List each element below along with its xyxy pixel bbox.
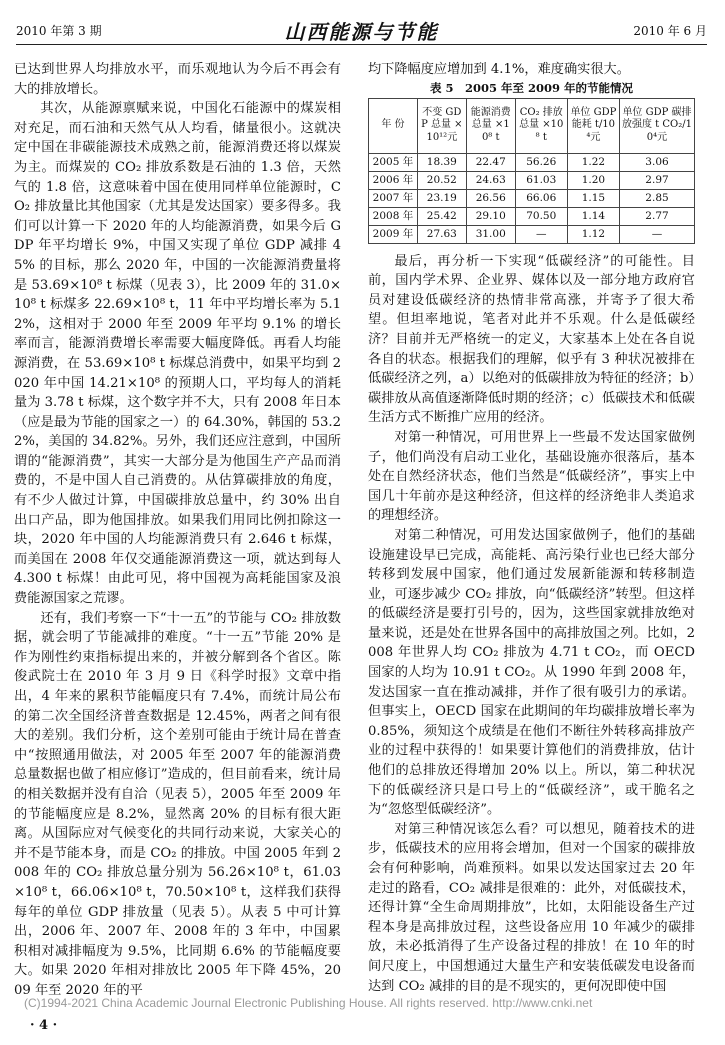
table-cell: 2.77 bbox=[619, 207, 694, 225]
paragraph: 对第一种情况，可用世界上一些最不发达国家做例子，他们尚没有启动工业化，基础设施亦很落后，基本处在自然经济状态，他们当然是“低碳经济”，事实上中国几十年前亦是这种经济，但这样的经济绝非人类追求的理想经济。 bbox=[368, 429, 695, 524]
table-cell: 22.47 bbox=[466, 153, 515, 171]
energy-table bbox=[368, 98, 695, 244]
table-cell: 2009 年 bbox=[369, 225, 418, 243]
issue-date: 2010 年 6 月 bbox=[633, 24, 707, 38]
table-cell: 2007 年 bbox=[369, 189, 418, 207]
table-cell: 1.12 bbox=[567, 225, 619, 243]
header-cell: 年 份 bbox=[369, 98, 418, 153]
right-column bbox=[368, 60, 695, 996]
table-cell: 20.52 bbox=[417, 171, 466, 189]
header-cell: 单位 GDP 碳排放强度 t CO₂/10⁴元 bbox=[619, 98, 694, 153]
paragraph: 其次，从能源禀赋来说，中国化石能源中的煤炭相对充足，而石油和天然气从人均看，储量很小。这就决定中国在非碳能源技术成熟之前，能源消费还将以煤炭为主。而煤炭的 CO₂ 排放系数是石油的 1.3 倍，天然气的 1.8 倍，这意味着中国在使用同样单位能源时，CO₂ 排放量比其他国家（尤其是发达国家）要多得多。我们可以计算一下 2020 年的人均能源消费，如果今后 GDP 年平均增长 9%，中国又实现了单位 GDP 减排 45% 的目标，那么 2020 年，中国的一次能源消费量将是 53.69×10⁸ t 标煤（见表 3），比 2009 年的 31.0×10⁸ t 标煤多 22.69×10⁸ t，11 年中平均增长率为 5.12%，这相对于 2000 年至 2009 年平均 9.1% 的增长率而言，能源消费增长率需要大幅度降低。再看人均能源消费，在 53.69×10⁸ t 标煤总消费中，如果平均到 2020 年中国 14.21×10⁸ 的预期人口，平均每人的消耗量为 3.78 t 标煤，这个数字并不大，只有 2008 年日本（应是最为节能的国家之一）的 64.30%，韩国的 53.22%，美国的 34.82%。另外，我们还应注意到，中国所谓的“能源消费”，其实一大部分是为他国生产产品而消费的，不是中国人自己消费的。从估算碳排放的角度，有不少人做过计算，中国碳排放总量中，约 30% 出自出口产品，即为他国排放。如果我们用同比例扣除这一块，2020 年中国的人均能源消费只有 2.646 t 标煤，而美国在 2008 年仅交通能源消费这一项，就达到每人 4.300 t 标煤！由此可见，将中国视为高耗能国家及浪费能源国家之荒谬。 bbox=[14, 101, 341, 607]
table-cell: 70.50 bbox=[515, 207, 567, 225]
journal-title: 山西能源与节能 bbox=[284, 20, 439, 44]
header-cell: CO₂ 排放总量 ×10⁸ t bbox=[515, 98, 567, 153]
table-row bbox=[369, 153, 695, 171]
header-cell: 不变 GDP 总量 ×10¹²元 bbox=[417, 98, 466, 153]
table-cell: 56.26 bbox=[515, 153, 567, 171]
table-caption: 表 5 2005 年至 2009 年的节能情况 bbox=[429, 80, 634, 95]
paragraph: 最后，再分析一下实现“低碳经济”的可能性。目前，国内学术界、企业界、媒体以及一部分地方政府官员对建设低碳经济的热情非常高涨，并寄予了很大希望。但坦率地说，笔者对此并不乐观。什么是低碳经济？目前并无严格统一的定义，大家基本上处在各自说各自的状态。根据我们的理解，似乎有 3 种状况被排在低碳经济之列，a）以绝对的低碳排放为特征的经济；b）碳排放从高值逐渐降低时期的经济；c）低碳技术和低碳生活方式不断推广应用的经济。 bbox=[368, 253, 695, 426]
table-row bbox=[369, 171, 695, 189]
copyright-watermark: (C)1994-2021 China Academic Journal Electronic Publishing House. All rights reserved. http://www.cnki.net bbox=[24, 996, 593, 1010]
table-cell: 61.03 bbox=[515, 171, 567, 189]
table-cell: 1.14 bbox=[567, 207, 619, 225]
table-cell: 1.20 bbox=[567, 171, 619, 189]
table-row bbox=[369, 207, 695, 225]
table-cell: 1.15 bbox=[567, 189, 619, 207]
table-row bbox=[369, 225, 695, 243]
table-cell: 23.19 bbox=[417, 189, 466, 207]
table-cell: 18.39 bbox=[417, 153, 466, 171]
table-cell: 2008 年 bbox=[369, 207, 418, 225]
table-cell: — bbox=[515, 225, 567, 243]
paragraph: 对第二种情况，可用发达国家做例子，他们的基础设施建设早已完成，高能耗、高污染行业也已经大部分转移到发展中国家，他们通过发展新能源和转移制造业，可逐步减少 CO₂ 排放，向“低碳经济”转型。但这样的低碳经济是要打引号的，因为，这些国家就排放绝对量来说，还是处在世界各国中的高排放国之列。比如，2008 年世界人均 CO₂ 排放为 4.71 t CO₂，而 OECD 国家的人均为 10.91 t CO₂。从 1990 年到 2008 年，发达国家一直在推动减排，并作了很有吸引力的承诺。但事实上，OECD 国家在此期间的年均碳排放增长率为 0.85%，须知这个成绩是在他们不断往外转移高排放产业的过程中获得的！如果要计算他们的消费排放，估计他们的总排放还得增加 20% 以上。所以，第二种状况下的低碳经济只是口号上的“低碳经济”，或干脆名之为“忽悠型低碳经济”。 bbox=[368, 527, 695, 818]
table-row bbox=[369, 189, 695, 207]
table-cell: 31.00 bbox=[466, 225, 515, 243]
table-cell: 24.63 bbox=[466, 171, 515, 189]
page-header bbox=[16, 18, 707, 45]
table-header-row bbox=[369, 98, 695, 153]
table-cell: 26.56 bbox=[466, 189, 515, 207]
table-cell: 29.10 bbox=[466, 207, 515, 225]
table-cell: 27.63 bbox=[417, 225, 466, 243]
header-cell: 能源消费总量 ×10⁸ t bbox=[466, 98, 515, 153]
paragraph: 对第三种情况该怎么看？可以想见，随着技术的进步，低碳技术的应用将会增加，但对一个国家的碳排放会有何种影响，尚难预料。如果以发达国家过去 20 年走过的路看，CO₂ 减排是很难的：此外，对低碳技术，还得计算“全生命周期排放”，比如，太阳能设备生产过程本身是高排放过程，这些设备应用 10 年减少的碳排放，未必抵消得了生产设备过程的排放！在 10 年的时间尺度上，中国想通过大量生产和安装低碳发电设备而达到 CO₂ 减排的目的是不现实的，更何况即使中国 bbox=[368, 821, 695, 994]
table-cell: 3.06 bbox=[619, 153, 694, 171]
table-cell: 1.22 bbox=[567, 153, 619, 171]
issue-label: 2010 年第 3 期 bbox=[16, 24, 102, 38]
table-cell: 2.97 bbox=[619, 171, 694, 189]
table-cell: 25.42 bbox=[417, 207, 466, 225]
page-number: · 4 · bbox=[30, 1018, 58, 1033]
paragraph: 还有，我们考察一下“十一五”的节能与 CO₂ 排放数据，就会明了节能减排的难度。“十一五”节能 20% 是作为刚性约束指标提出来的，并被分解到各个省区。陈俊武院士在 2010 年 3 月 9 日《科学时报》文章中指出，4 年来的累积节能幅度只有 7.4%，而统计局公布的第二次全国经济普查数据是 12.45%，两者之间有很大的差别。我们分析，这个差别可能由于统计局在普查中“按照通用做法，对 2005 年至 2007 年的能源消费总量数据也做了相应修订”造成的，但目前看来，统计局的相关数据并没有自洽（见表 5），2005 年至 2009 年的节能幅度应是 8.2%，显然离 20% 的目标有很大距离。从国际应对气候变化的共同行动来说，大家关心的并不是节能本身，而是 CO₂ 的排放。中国 2005 年到 2008 年的 CO₂ 排放总量分别为 56.26×10⁸ t，61.03×10⁸ t，66.06×10⁸ t，70.50×10⁸ t，这样我们获得每年的单位 GDP 排放量（见表 5）。从表 5 中可计算出，2006 年、2007 年、2008 年的 3 年中，中国累积相对减排幅度为 9.5%，比同期 6.6% 的节能幅度要大。如果 2020 年相对排放比 2005 年下降 45%，2009 年至 2020 年的平 bbox=[14, 610, 341, 998]
header-cell: 单位 GDP 能耗 t/10⁴元 bbox=[567, 98, 619, 153]
table-cell: — bbox=[619, 225, 694, 243]
paragraph: 均下降幅度应增加到 4.1%，难度确实很大。 bbox=[368, 62, 630, 77]
left-column bbox=[14, 60, 341, 1001]
table-cell: 2006 年 bbox=[369, 171, 418, 189]
table-cell: 2.85 bbox=[619, 189, 694, 207]
paragraph: 已达到世界人均排放水平，而乐观地认为今后不再会有大的排放增长。 bbox=[14, 62, 341, 97]
table-cell: 66.06 bbox=[515, 189, 567, 207]
table-cell: 2005 年 bbox=[369, 153, 418, 171]
